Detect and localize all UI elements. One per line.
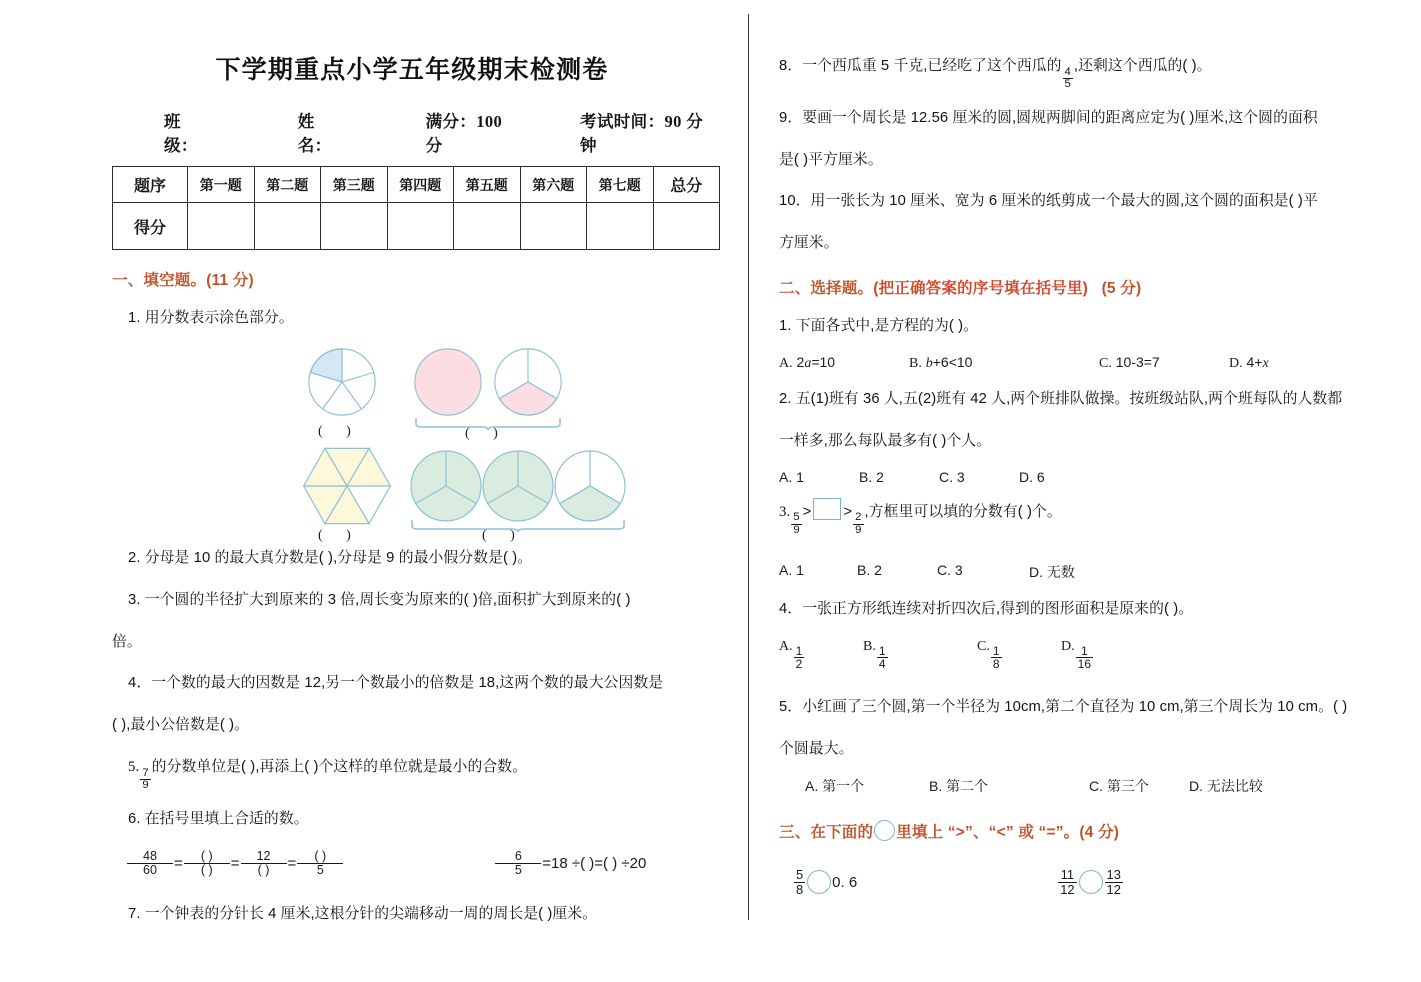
table-cell[interactable] xyxy=(454,203,521,250)
fraction-figures xyxy=(112,346,712,542)
fraction-5-8 xyxy=(794,868,805,895)
compare-items xyxy=(793,868,1391,895)
fraction-numerator: 2 xyxy=(855,511,862,524)
section-three-label-a: 三、在下面的 xyxy=(779,824,874,842)
option-d[interactable]: D. 6 xyxy=(1019,468,1045,485)
option-a[interactable]: A. $\frac{1}{2}$ xyxy=(779,639,803,672)
choice-question-2-line1: 2. 五(1)班有 36 人,五(2)班有 42 人,两个班排队做操。按班级站队,两个班每队的人数都 xyxy=(779,390,1343,407)
compare-blank-1[interactable] xyxy=(807,870,831,894)
question-8-text-post: ,还剩这个西瓜的( )。 xyxy=(1073,58,1212,74)
question-5 xyxy=(128,753,712,792)
table-header-cell: 第三题 xyxy=(321,167,388,203)
choice-question-5-line2: 个圆最大。 xyxy=(779,740,854,757)
answer-paren-3[interactable]: ( ) xyxy=(318,527,361,543)
question-2: 2. 分母是 10 的最大真分数是( ),分母是 9 的最小假分数是( )。 xyxy=(128,549,533,566)
table-header-cell: 第二题 xyxy=(254,167,321,203)
fraction-numerator: 12 xyxy=(241,850,287,865)
table-header-cell: 第四题 xyxy=(387,167,454,203)
option-c[interactable]: C. $\frac{1}{8}$ xyxy=(977,639,1000,672)
question-10-line2: 方厘米。 xyxy=(779,235,839,252)
question-9-line2: 是( )平方厘米。 xyxy=(779,151,883,168)
question-7: 7. 一个钟表的分针长 4 厘米,这根分针的尖端移动一周的周长是( )厘米。 xyxy=(128,906,598,923)
fraction-denominator: 12 xyxy=(1060,881,1075,897)
choice-question-1: 1. 下面各式中,是方程的为( )。 xyxy=(779,318,979,335)
option-c[interactable]: C. 3 xyxy=(939,468,965,485)
fraction-numerator: 7 xyxy=(142,766,149,779)
option-a[interactable]: A. 1 xyxy=(779,562,804,579)
compare-blank-2[interactable] xyxy=(1079,870,1103,894)
section-heading-three xyxy=(779,820,1391,842)
choice-question-1-options xyxy=(779,354,1391,372)
table-header-cell: 第五题 xyxy=(454,167,521,203)
answer-paren-4[interactable]: ( ) xyxy=(482,527,525,543)
fraction-5-9 xyxy=(791,512,801,536)
answer-paren-1[interactable]: ( ) xyxy=(318,423,361,439)
equals-1: = xyxy=(174,855,183,873)
fraction-one-fourth: $\frac{1}{4}$ xyxy=(878,644,886,672)
option-d[interactable]: D. 无数 xyxy=(1029,564,1075,581)
question-5-text: 的分数单位是( ),再添上( )个这样的单位就是最小的合数。 xyxy=(151,759,528,776)
table-header-cell: 第一题 xyxy=(188,167,255,203)
meta-full-score: 满分：100 分 xyxy=(425,112,503,155)
equals-2: = xyxy=(230,855,240,873)
fraction-7-9 xyxy=(140,768,150,792)
circle-thirds-one-pink-icon xyxy=(492,346,564,418)
section-heading-two xyxy=(779,276,1391,298)
fraction-13-12 xyxy=(1105,868,1123,895)
choice-question-3-text: ,方框里可以填的分数有( )个。 xyxy=(864,503,1062,520)
answer-box[interactable] xyxy=(813,498,841,520)
fraction-11-12 xyxy=(1058,868,1076,895)
table-header-cell: 题序 xyxy=(113,167,188,203)
question-10-line1: 10．用一张长为 10 厘米、宽为 6 厘米的纸剪成一个最大的圆,这个圆的面积是( )平 xyxy=(779,193,1318,210)
equals-3: = xyxy=(287,855,297,873)
meta-exam-time: 考试时间：90 分钟 xyxy=(579,112,704,155)
hexagon-sixths-yellow-icon xyxy=(302,446,392,526)
fraction-blank-1[interactable] xyxy=(184,850,230,879)
table-header-row xyxy=(113,167,720,203)
choice-question-3 xyxy=(779,498,1391,537)
question-8 xyxy=(779,52,1391,91)
fraction-4-5 xyxy=(1063,67,1073,91)
meta-name: 姓名： xyxy=(297,112,332,155)
fraction-denominator: 8 xyxy=(796,881,804,897)
option-d[interactable]: D. $\frac{1}{16}$ xyxy=(1061,639,1092,672)
fraction-12-blank[interactable] xyxy=(241,850,287,879)
question-6-equations xyxy=(126,850,712,879)
page-title: 下学期重点小学五年级期末检测卷 xyxy=(215,57,609,84)
table-cell[interactable] xyxy=(520,203,587,250)
question-6-equation-2-rest[interactable]: =18 ÷( )=( ) ÷20 xyxy=(542,855,647,873)
fraction-6-5 xyxy=(495,850,541,879)
option-b[interactable]: B. $\frac{1}{4}$ xyxy=(863,639,886,672)
greater-than-1: > xyxy=(802,503,812,520)
question-8-text-pre: 8．一个西瓜重 5 千克,已经吃了这个西瓜的 xyxy=(779,58,1062,74)
circle-fifths-one-blue-icon xyxy=(306,346,378,418)
fraction-one-sixteenth: $\frac{1}{16}$ xyxy=(1077,644,1092,672)
option-c[interactable]: C. 10-3=7 xyxy=(1099,353,1160,371)
fraction-blank-5[interactable] xyxy=(297,850,343,879)
circle-thirds-one-green-icon xyxy=(552,448,628,524)
circle-thirds-full-green-1-icon xyxy=(408,448,484,524)
section-three-points: (4 分) xyxy=(1079,824,1120,842)
section-one-label: 一、填空题。 xyxy=(112,272,207,289)
option-b[interactable]: B. 2 xyxy=(859,468,884,485)
fraction-denominator: 60 xyxy=(143,863,157,878)
choice-question-2-options xyxy=(779,469,1391,485)
greater-than-2: > xyxy=(843,503,853,520)
table-cell[interactable] xyxy=(188,203,255,250)
question-1: 1. 用分数表示涂色部分。 xyxy=(128,310,294,326)
section-one-points: (11 分) xyxy=(206,272,254,289)
fraction-denominator: 5 xyxy=(1064,78,1071,91)
option-b[interactable]: B. 第二个 xyxy=(929,778,989,795)
right-column xyxy=(748,14,1421,920)
compare-right-1: 0. 6 xyxy=(832,873,858,891)
section-two-label: 二、选择题。 xyxy=(779,280,874,298)
question-6: 6. 在括号里填上合适的数。 xyxy=(128,810,309,827)
fraction-numerator: 5 xyxy=(793,511,800,524)
fraction-numerator: 4 xyxy=(1064,65,1071,78)
fraction-denominator: 5 xyxy=(514,863,522,878)
fraction-numerator: 6 xyxy=(495,850,541,865)
fraction-numerator: 13 xyxy=(1106,867,1121,883)
question-4-line2: ( ),最小公倍数是( )。 xyxy=(112,717,250,734)
table-cell[interactable] xyxy=(387,203,454,250)
table-cell[interactable] xyxy=(653,203,720,250)
choice-question-5-line1: 5．小红画了三个圆,第一个半径为 10cm,第二个直径为 10 cm,第三个周长为 10 cm。( ) xyxy=(779,698,1348,715)
option-c[interactable]: C. 第三个 xyxy=(1089,778,1149,795)
table-cell[interactable] xyxy=(587,203,654,250)
table-header-cell: 第六题 xyxy=(520,167,587,203)
option-a[interactable]: A. 2a=10 xyxy=(779,353,836,371)
choice-question-3-options xyxy=(779,562,1391,582)
circle-whole-pink-icon xyxy=(412,346,484,418)
option-b[interactable]: B. b+6<10 xyxy=(909,353,973,371)
circle-thirds-full-green-2-icon xyxy=(480,448,556,524)
question-9-line1: 9．要画一个周长是 12.56 厘米的圆,圆规两脚间的距离应定为( )厘米,这个圆的面积 xyxy=(779,109,1318,126)
fraction-numerator[interactable]: ( ) xyxy=(184,850,230,865)
fraction-denominator[interactable]: ( ) xyxy=(257,863,270,878)
table-header-cell: 总分 xyxy=(653,167,720,203)
option-d[interactable]: D. 无法比较 xyxy=(1189,778,1263,795)
fraction-one-half: $\frac{1}{2}$ xyxy=(795,644,803,672)
option-c[interactable]: C. 3 xyxy=(937,562,963,579)
fraction-denominator: 5 xyxy=(316,863,324,878)
section-three-label-b: 里填上 “>”、“<” 或 “=”。 xyxy=(896,824,1080,842)
fraction-2-9 xyxy=(853,512,863,536)
question-3-line1: 3. 一个圆的半径扩大到原来的 3 倍,周长变为原来的( )倍,面积扩大到原来的( ) xyxy=(128,591,631,608)
choice-question-2-line2: 一样多,那么每队最多有( )个人。 xyxy=(779,432,992,449)
fraction-numerator: 5 xyxy=(796,867,804,883)
fraction-numerator: 48 xyxy=(127,850,173,865)
option-d[interactable]: D. 4+x xyxy=(1229,353,1269,371)
row-label-score: 得分 xyxy=(113,203,188,250)
section-heading-one xyxy=(112,268,712,290)
fraction-48-60 xyxy=(127,850,173,879)
fraction-denominator[interactable]: ( ) xyxy=(200,863,213,878)
fraction-numerator: 11 xyxy=(1058,868,1076,882)
compare-circle-icon xyxy=(874,820,895,841)
fraction-denominator: 9 xyxy=(793,523,800,536)
score-table xyxy=(112,166,720,250)
choice-question-3-number: 3. xyxy=(779,503,791,520)
choice-question-4-options xyxy=(779,637,1391,671)
question-4-line1: 4．一个数的最大的因数是 12,另一个数最小的倍数是 18,这两个数的最大公因数是 xyxy=(128,675,664,692)
fraction-numerator[interactable]: ( ) xyxy=(297,850,343,865)
section-two-sub: (把正确答案的序号填在括号里) xyxy=(873,280,1089,298)
fraction-denominator: 9 xyxy=(855,523,862,536)
table-cell[interactable] xyxy=(321,203,388,250)
option-a[interactable]: A. 第一个 xyxy=(805,778,865,795)
option-b[interactable]: B. 2 xyxy=(857,562,882,579)
fraction-denominator: 9 xyxy=(142,779,149,792)
fraction-denominator: 12 xyxy=(1106,881,1121,897)
table-header-cell: 第七题 xyxy=(587,167,654,203)
meta-row xyxy=(112,108,712,156)
meta-class: 班级： xyxy=(164,112,198,155)
fraction-one-eighth: $\frac{1}{8}$ xyxy=(992,644,1000,672)
choice-question-4: 4．一张正方形纸连续对折四次后,得到的图形面积是原来的( )。 xyxy=(779,601,1194,618)
table-cell[interactable] xyxy=(254,203,321,250)
table-row xyxy=(113,203,720,250)
answer-paren-2[interactable]: ( ) xyxy=(465,425,508,441)
question-3-line2: 倍。 xyxy=(112,633,142,650)
question-5-number: 5. xyxy=(128,759,140,776)
section-two-points: (5 分) xyxy=(1101,280,1142,298)
choice-question-5-options xyxy=(805,776,1391,796)
option-a[interactable]: A. 1 xyxy=(779,468,804,485)
